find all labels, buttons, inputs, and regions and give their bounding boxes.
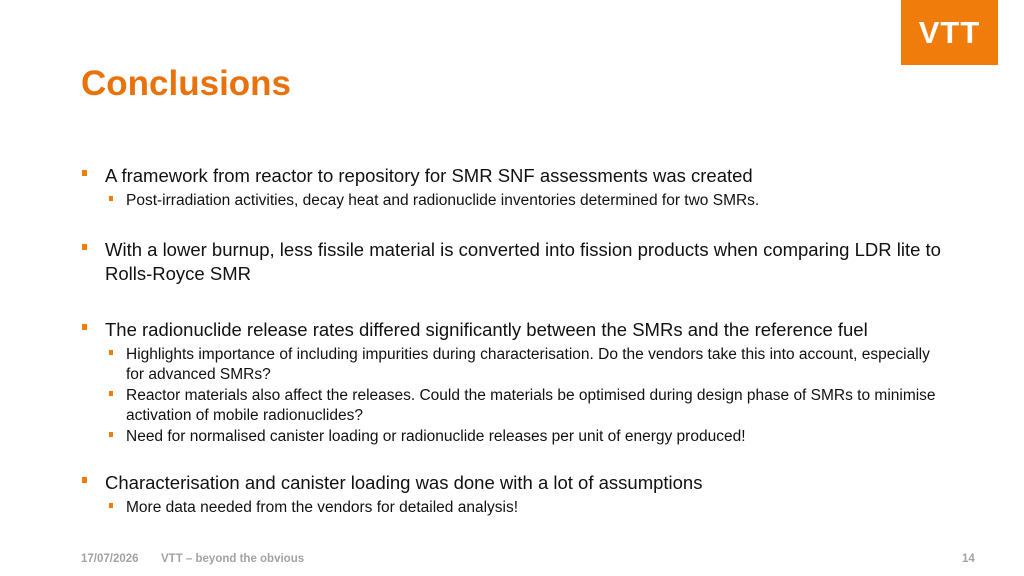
bullet-text: A framework from reactor to repository for SMR SNF assessments was created [105, 165, 753, 186]
sub-bullet-list [105, 345, 951, 448]
bullet-item [81, 164, 951, 212]
sub-bullet-item [105, 498, 951, 519]
square-bullet-icon [82, 477, 87, 483]
square-bullet-icon [109, 350, 113, 355]
bullet-text: The radionuclide release rates differed significantly between the SMRs and the reference fuel [105, 318, 868, 340]
square-bullet-icon [82, 170, 87, 176]
sub-bullet-text: Post-irradiation activities, decay heat and radionuclide inventories determined for two SMRs. [126, 192, 760, 209]
square-bullet-icon [82, 244, 87, 250]
sub-bullet-list [105, 191, 951, 212]
bullet-item [81, 318, 951, 448]
sub-bullet-text: Need for normalised canister loading or radionuclide releases per unit of energy produced! [126, 427, 746, 445]
bullet-item [81, 471, 951, 519]
square-bullet-icon [82, 324, 87, 330]
square-bullet-icon [109, 196, 113, 201]
sub-bullet-item [105, 191, 951, 212]
sub-bullet-text: Highlights importance of including impurities during characterisation. Do the vendors take this into account, especially for advanced SMRs? [126, 345, 930, 383]
footer-date: 17/07/2026 [81, 553, 139, 565]
sub-bullet-item [105, 345, 951, 386]
sub-bullet-item [105, 427, 951, 448]
sub-bullet-text: More data needed from the vendors for detailed analysis! [126, 499, 519, 516]
sub-bullet-text: Reactor materials also affect the releases. Could the materials be optimised during design phase of SMRs to minimise activation of mobile radionuclides? [126, 386, 936, 424]
page-number: 14 [962, 553, 975, 565]
bullet-text: With a lower burnup, less fissile material is converted into fission products when comparing LDR lite to Rolls-Royce SMR [105, 238, 941, 284]
vtt-logo [901, 0, 998, 65]
footer-tagline: VTT – beyond the obvious [161, 553, 305, 565]
slide-title: Conclusions [81, 64, 292, 103]
sub-bullet-list [105, 498, 951, 519]
slide-content [81, 164, 951, 519]
square-bullet-icon [109, 432, 113, 437]
sub-bullet-item [105, 386, 951, 427]
square-bullet-icon [109, 391, 113, 396]
logo-text: VTT [918, 14, 981, 50]
bullet-text: Characterisation and canister loading was done with a lot of assumptions [105, 472, 703, 493]
bullet-item [81, 238, 951, 286]
bullet-list [81, 164, 951, 519]
square-bullet-icon [109, 503, 113, 508]
